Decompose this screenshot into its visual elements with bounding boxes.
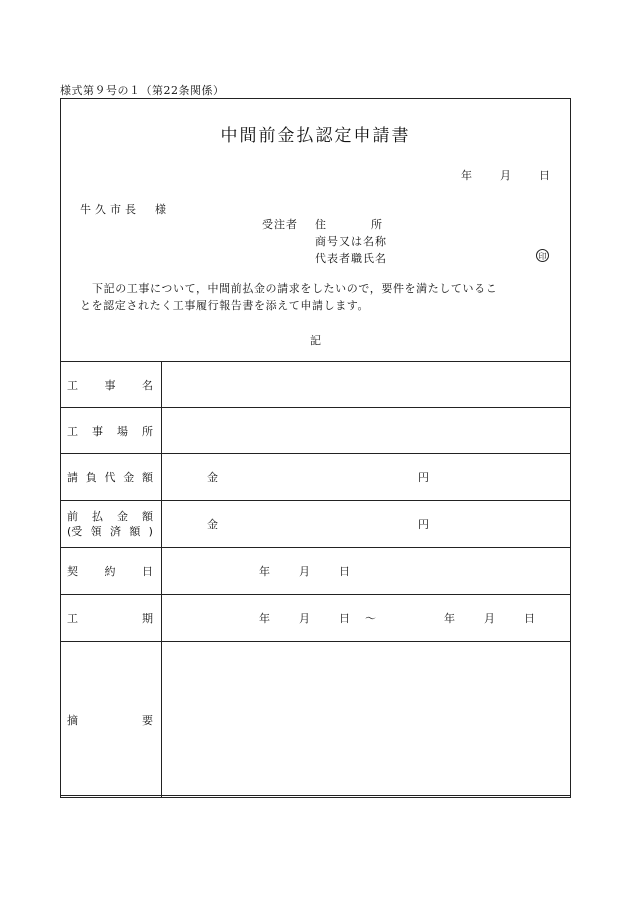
kin-label: 金 bbox=[207, 518, 218, 531]
contract-amount-field[interactable] bbox=[162, 454, 571, 501]
yen-label: 円 bbox=[418, 518, 429, 531]
summary-field[interactable] bbox=[162, 642, 571, 798]
end-month-label: 月 bbox=[484, 612, 495, 625]
row-advance-amount bbox=[61, 501, 571, 548]
row-contract-amount bbox=[61, 454, 571, 501]
label-contract-amount: 請 負 代 金 額 bbox=[61, 454, 162, 501]
start-day-label: 日 bbox=[339, 612, 350, 625]
application-statement: 下記の工事について，中間前払金の請求をしたいので，要件を満たしているこ とを認定されたく工事履行報告書を添えて申請します。 bbox=[80, 282, 498, 312]
date-month-label: 月 bbox=[299, 565, 310, 578]
date-day-label: 日 bbox=[539, 169, 550, 182]
application-date bbox=[461, 167, 550, 183]
label-summary: 摘 要 bbox=[61, 642, 162, 798]
kin-label: 金 bbox=[207, 471, 218, 484]
start-month-label: 月 bbox=[299, 612, 310, 625]
contractor-representative-label: 代表者職氏名 bbox=[315, 252, 387, 265]
start-year-label: 年 bbox=[259, 612, 270, 625]
row-work-name bbox=[61, 362, 571, 408]
form-reference: 様式第９号の１（第22条関係） bbox=[60, 84, 225, 97]
contractor-label: 受注者 bbox=[262, 218, 298, 231]
row-summary bbox=[61, 642, 571, 798]
label-period: 工 期 bbox=[61, 595, 162, 642]
row-period bbox=[61, 595, 571, 642]
seal-mark: 印 bbox=[536, 249, 549, 262]
date-year-label: 年 bbox=[259, 565, 270, 578]
end-day-label: 日 bbox=[524, 612, 535, 625]
period-field[interactable] bbox=[162, 595, 571, 642]
details-table bbox=[60, 361, 571, 798]
label-work-name: 工 事 名 bbox=[61, 362, 162, 408]
application-form bbox=[60, 98, 571, 796]
contractor-trade-name-label: 商号又は名称 bbox=[315, 235, 387, 248]
contract-date-field[interactable] bbox=[162, 548, 571, 595]
period-separator: ～ bbox=[365, 612, 376, 625]
ki-heading: 記 bbox=[310, 334, 321, 347]
form-title: 中間前金払認定申請書 bbox=[220, 126, 411, 146]
work-site-field[interactable] bbox=[162, 408, 571, 454]
advance-amount-field[interactable] bbox=[162, 501, 571, 548]
addressee: 牛久市長 様 bbox=[80, 203, 170, 216]
work-name-field[interactable] bbox=[162, 362, 571, 408]
label-work-site: 工 事 場 所 bbox=[61, 408, 162, 454]
row-contract-date bbox=[61, 548, 571, 595]
row-work-site bbox=[61, 408, 571, 454]
label-contract-date: 契 約 日 bbox=[61, 548, 162, 595]
yen-label: 円 bbox=[418, 471, 429, 484]
contractor-address-label: 住 所 bbox=[315, 218, 383, 231]
end-year-label: 年 bbox=[444, 612, 455, 625]
date-month-label: 月 bbox=[500, 169, 511, 182]
date-day-label: 日 bbox=[339, 565, 350, 578]
date-year-label: 年 bbox=[461, 169, 472, 182]
label-advance-amount: 前 払 金 額 (受 領 済 額 ) bbox=[61, 501, 162, 548]
